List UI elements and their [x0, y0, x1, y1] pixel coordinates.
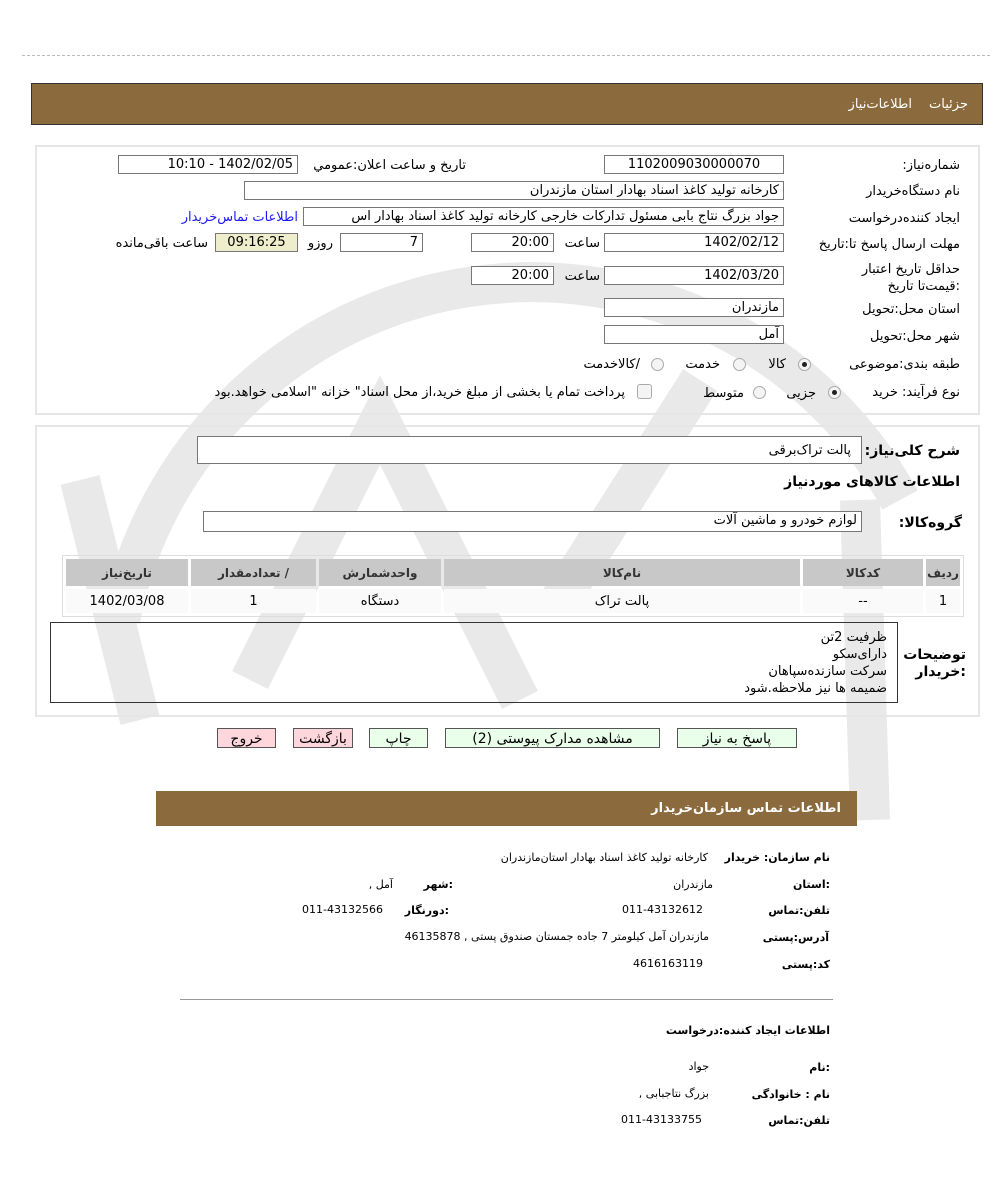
contact-address: مازندران آمل کیلومتر 7 جاده جمستان صندوق پستی , 46135878	[404, 930, 709, 943]
contact-city: آمل ,	[368, 878, 393, 891]
remaining-time: 09:16:25	[215, 233, 298, 252]
notes-label: توضیحات :خریدار	[903, 647, 966, 680]
contact-phone-label: تلفن:تماس	[768, 904, 830, 917]
buyer-org-label: نام دستگاه‌خریدار	[866, 184, 960, 199]
category-label: طبقه بندی:موضوعی	[849, 357, 960, 372]
creator-name-label: :نام	[809, 1061, 830, 1074]
group-label: گروه‌کالا:	[898, 515, 962, 531]
process-minor-radio[interactable]	[828, 386, 841, 399]
notes-line: ظرفیت 2تن	[820, 630, 887, 645]
creator-family-label: نام : خانوادگی	[751, 1088, 830, 1101]
cell-qty: 1	[191, 589, 316, 613]
province-label: استان محل:تحویل	[862, 302, 960, 317]
goods-title: اطلاعات کالاهای موردنیاز	[784, 474, 960, 490]
group-field[interactable]: لوازم خودرو و ماشین آلات	[203, 511, 862, 532]
notes-line: دارای‌سکو	[832, 647, 887, 662]
contact-province-label: :استان	[793, 878, 830, 891]
contact-org-label: نام سازمان: خریدار	[724, 851, 830, 864]
process-medium-label: متوسط	[703, 386, 744, 401]
validity-hour-label: ساعت	[564, 269, 600, 284]
page-header	[31, 83, 983, 125]
category-goods-label: کالا	[768, 357, 786, 372]
province-field[interactable]: مازندران	[604, 298, 784, 317]
cell-name: پالت تراک	[444, 589, 800, 613]
tab-need-info[interactable]: اطلاعات‌نیاز	[848, 97, 912, 112]
creator-title: اطلاعات ایجاد کننده:درخواست	[665, 1024, 830, 1037]
city-field[interactable]: آمل	[604, 325, 784, 344]
notes-line: ضمیمه ها نیز ملاحظه.شود	[744, 681, 887, 696]
category-goods-radio[interactable]	[798, 358, 811, 371]
days-field[interactable]: 7	[340, 233, 423, 252]
days-label: روزو	[307, 236, 333, 251]
tab-details[interactable]: جزئیات	[929, 97, 968, 112]
treasury-payment-label: پرداخت تمام یا بخشی از مبلغ خرید،از محل اسناد" خزانه "اسلامی خواهد.بود	[214, 385, 625, 400]
process-minor-label: جزیی	[786, 386, 816, 401]
category-goods-service-label: /کالاخدمت	[583, 357, 640, 372]
validity-time-field[interactable]: 20:00	[471, 266, 554, 285]
process-medium-radio[interactable]	[753, 386, 766, 399]
deadline-time-field[interactable]: 20:00	[471, 233, 554, 252]
category-service-radio[interactable]	[733, 358, 746, 371]
print-button[interactable]: چاپ	[369, 728, 428, 748]
col-qty: / تعدادمقدار	[191, 559, 316, 586]
table-header-row	[66, 559, 960, 586]
cell-unit: دستگاه	[319, 589, 441, 613]
deadline-label: مهلت ارسال پاسخ تا:تاریخ	[818, 237, 960, 252]
back-button[interactable]: بازگشت	[293, 728, 353, 748]
col-row: ردیف	[926, 559, 960, 586]
process-label: نوع فرآیند: خرید	[872, 385, 960, 400]
remaining-label: ساعت باقی‌مانده	[115, 236, 208, 251]
buyer-contact-link[interactable]: اطلاعات تماس‌خریدار	[181, 210, 298, 225]
contact-title: اطلاعات تماس سازمان‌خریدار	[651, 801, 841, 816]
notes-field[interactable]	[50, 622, 898, 703]
cell-date: 1402/03/08	[66, 589, 188, 613]
contact-fax-label: :دورنگار	[404, 904, 449, 917]
creator-phone-label: تلفن:تماس	[768, 1114, 830, 1127]
announce-field[interactable]: 1402/02/05 - 10:10	[118, 155, 298, 174]
notes-line: سرکت سازنده‌سپاهان	[768, 664, 887, 679]
treasury-payment-checkbox[interactable]	[637, 384, 652, 399]
contact-address-label: آدرس:پستی	[762, 931, 829, 944]
deadline-hour-label: ساعت	[564, 236, 600, 251]
need-number-field[interactable]: 1102009030000070	[604, 155, 784, 174]
col-name: نام‌کالا	[444, 559, 800, 586]
contact-postal-label: کد:پستی	[781, 958, 830, 971]
contact-province: مازندران	[673, 878, 713, 891]
attachments-button[interactable]: مشاهده مدارک پیوستی (2)	[445, 728, 660, 748]
category-goods-service-radio[interactable]	[651, 358, 664, 371]
top-divider	[22, 55, 990, 56]
goods-table	[63, 556, 963, 616]
announce-label: تاریخ و ساعت اعلان:عمومي	[313, 158, 466, 173]
contact-phone: 011-43132612	[622, 903, 703, 916]
table-row	[66, 589, 960, 613]
validity-date-field[interactable]: 1402/03/20	[604, 266, 784, 285]
goods-table-wrap	[62, 555, 964, 617]
summary-field[interactable]: پالت تراک‌برقی	[197, 436, 862, 464]
creator-family: بزرگ نتاجبابی ,	[638, 1087, 709, 1100]
category-service-label: خدمت	[685, 357, 720, 372]
cell-row: 1	[926, 589, 960, 613]
contact-header	[156, 791, 857, 826]
creator-phone: 011-43133755	[621, 1113, 702, 1126]
col-date: تاریخ‌نیاز	[66, 559, 188, 586]
contact-divider	[180, 999, 833, 1000]
cell-code: --	[803, 589, 923, 613]
buyer-org-field[interactable]: کارخانه تولید کاغذ اسناد بهادار استان مازندران	[244, 181, 784, 200]
summary-label: شرح کلی‌نیاز:	[864, 443, 960, 459]
creator-name: جواد	[688, 1060, 709, 1073]
contact-postal: 4616163119	[633, 957, 703, 970]
col-code: کدکالا	[803, 559, 923, 586]
contact-fax: 011-43132566	[302, 903, 383, 916]
need-number-label: شماره‌نیاز:	[902, 158, 960, 173]
reply-button[interactable]: پاسخ به نیاز	[677, 728, 797, 748]
contact-org: کارخانه تولید کاغذ اسناد بهادار استان‌مازندران	[500, 851, 708, 864]
contact-city-label: :شهر	[423, 878, 453, 891]
city-label: شهر محل:تحویل	[870, 329, 960, 344]
creator-label: ایجاد کننده‌درخواست	[848, 211, 960, 226]
creator-field[interactable]: جواد بزرگ نتاج بابی مسئول تدارکات خارجی کارخانه تولید کاغذ اسناد بهادار اس	[303, 207, 784, 226]
exit-button[interactable]: خروج	[217, 728, 276, 748]
validity-label: حداقل تاریخ اعتبار :قیمت‌تا تاریخ	[861, 262, 960, 294]
col-unit: واحدشمارش	[319, 559, 441, 586]
deadline-date-field[interactable]: 1402/02/12	[604, 233, 784, 252]
